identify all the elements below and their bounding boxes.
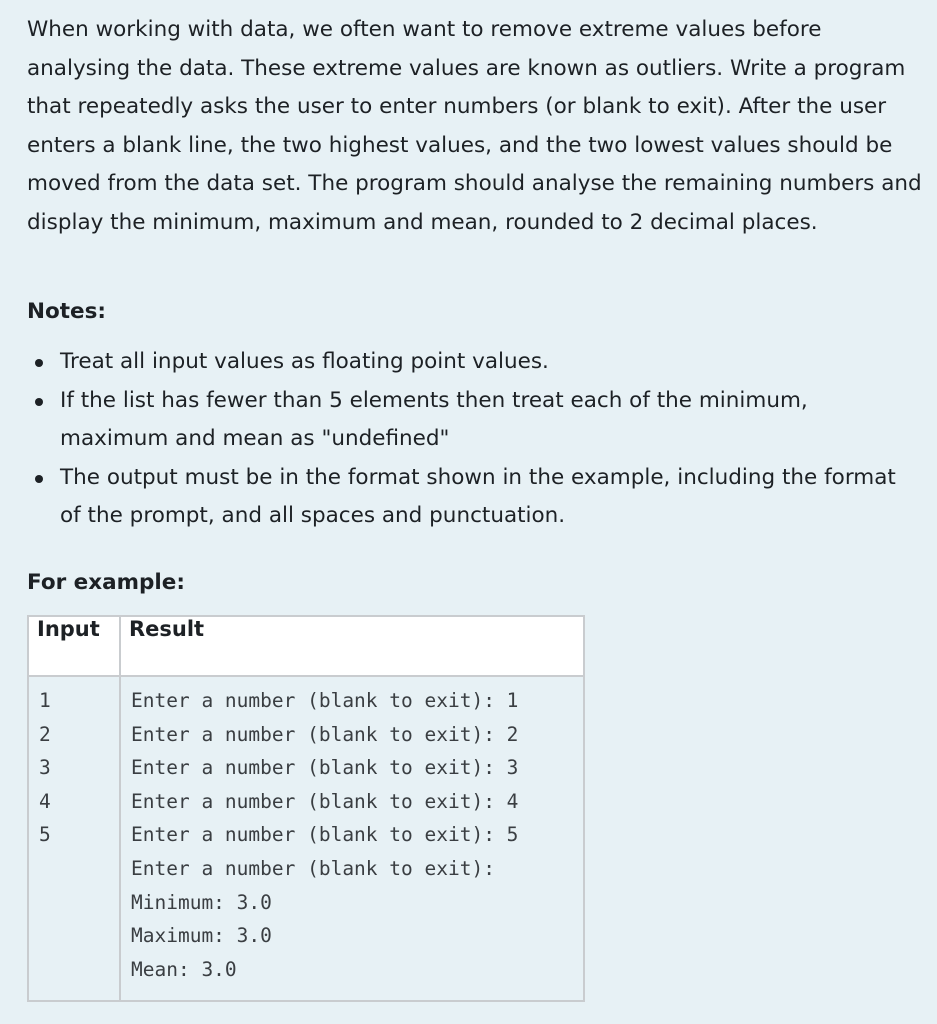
example-table: [27, 615, 585, 1002]
example-header-row: [28, 616, 584, 676]
note-item: Treat all input values as floating point values.: [27, 343, 907, 382]
notes-list: [27, 343, 907, 536]
example-heading: For example:: [27, 570, 185, 595]
question-description: When working with data, we often want to remove extreme values before analysing the data. These extreme values are known as outliers. Write a program that repeatedly asks the user to enter numbers (or blank to exit). After the user enters a blank line, the two highest values, and the two lowest values should be moved from the data set. The program should analyse the remaining numbers and display the minimum, maximum and mean, rounded to 2 decimal places.: [27, 17, 922, 235]
example-result-text: Enter a number (blank to exit): 1 Enter a number (blank to exit): 2 Enter a number (blank to exit): 3 Enter a number (blank to exit): 4 Enter a number (blank to exit): 5 Enter a number (blank to exit): Minimum: 3.0 Maximum: 3.0 Mean: 3.0: [131, 689, 519, 981]
example-row: [28, 676, 584, 1001]
input-column-header: Input: [28, 616, 120, 676]
note-item: The output must be in the format shown in the example, including the format of the prompt, and all spaces and punctuation.: [27, 459, 907, 536]
result-column-header: Result: [120, 616, 584, 676]
note-item: If the list has fewer than 5 elements then treat each of the minimum, maximum and mean as "undefined": [27, 382, 907, 459]
example-input-cell: [28, 676, 120, 1001]
example-input-text: 1 2 3 4 5: [39, 689, 51, 847]
notes-heading: Notes:: [27, 299, 107, 324]
example-result-cell: [120, 676, 584, 1001]
